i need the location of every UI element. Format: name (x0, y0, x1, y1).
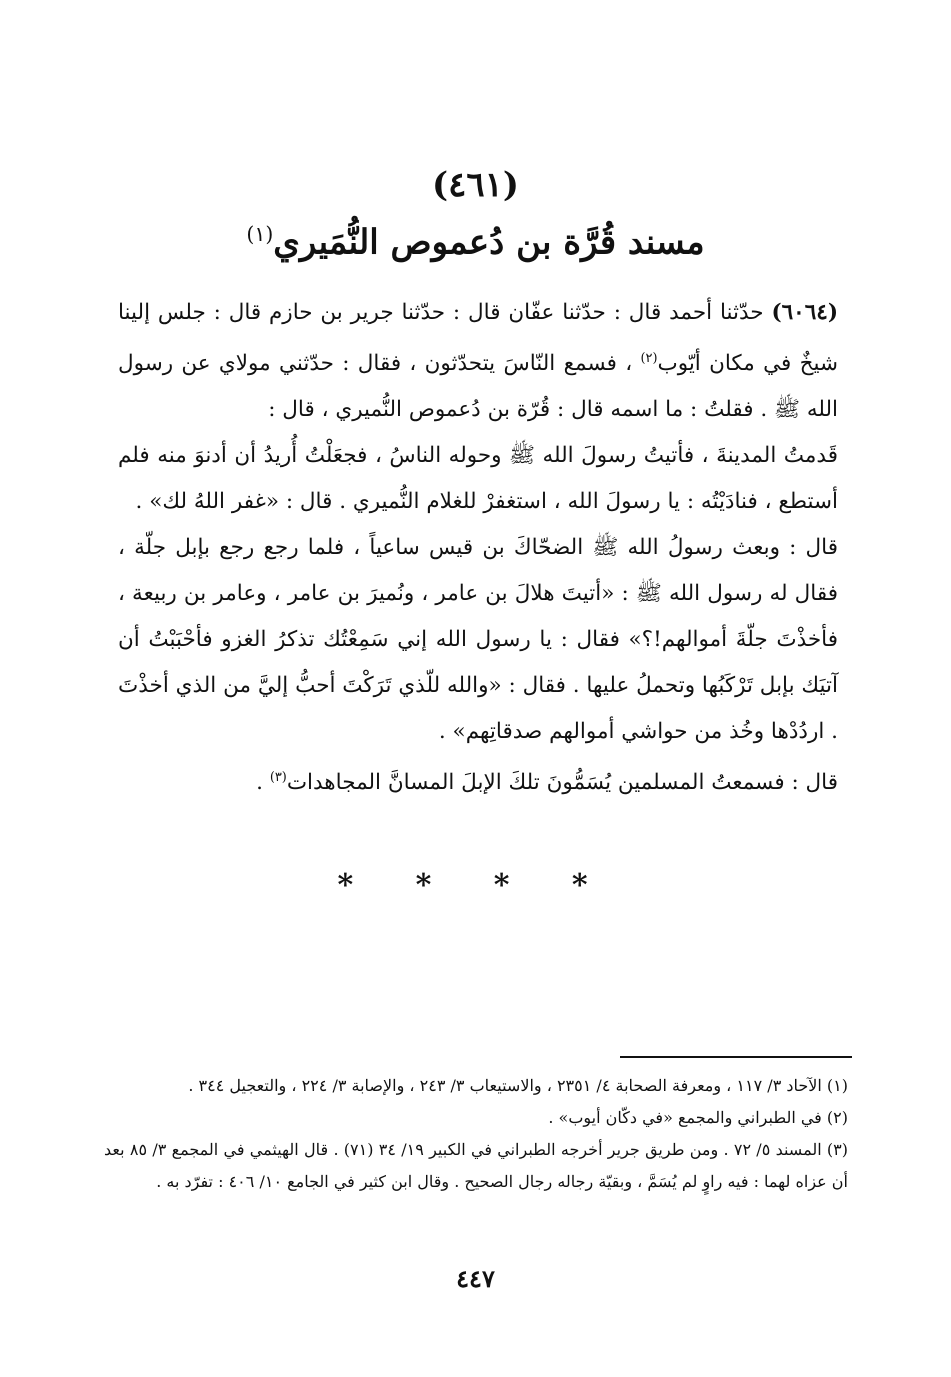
paragraph-2: قَدمتُ المدينةَ ، فأتيتُ رسولَ الله ﷺ وحوله الناسُ ، فجعَلْتُ أُريدُ أن أدنوَ منه فلم أستطع ، فنادَيْتُه : يا رسولَ الله ، استغفرْ للغلام النُّميري . قال : «غفر اللهُ لك» . (118, 443, 838, 515)
footnote-1: (١) الآحاد ٣/ ١١٧ ، ومعرفة الصحابة ٤/ ٢٣٥١ ، والاستيعاب ٣/ ٢٤٣ ، والإصابة ٣/ ٢٢٤ ، والتعجيل ٣٤٤ . (188, 1076, 848, 1095)
paragraph-1-part-a: حدّثنا أحمد قال : حدّثنا عفّان قال : حدّثنا جرير بن حازم قال : جلس إلينا شيخٌ في مكان أيّوب (118, 300, 838, 377)
paragraph-4-part-a: قال : فسمعتُ المسلمين يُسَمُّونَ تلكَ الإبلَ المسانَّ المجاهدات (286, 770, 838, 796)
section-title-text: مسند قُرَّة بن دُعموص النُّمَيري (273, 222, 705, 263)
paragraph-1 (118, 290, 838, 433)
footnote-2: (٢) في الطبراني والمجمع «في دكّان أيوب» . (548, 1108, 848, 1127)
hadith-number: (٦٠٦٤) (771, 300, 839, 325)
footnotes (104, 1070, 848, 1198)
footnote-3: (٣) المسند ٥/ ٧٢ . ومن طريق جرير أخرجه الطبراني في الكبير ١٩/ ٣٤ (٧١) . قال الهيثمي في المجمع ٣/ ٨٥ بعد أن عزاه لهما : فيه راوٍ لم يُسَمَّ ، وبقيّة رجاله رجال الصحيح . وقال ابن كثير في الجامع ١٠/ ٤٠٦ : تفرّد به . (104, 1140, 849, 1191)
paragraph-1-part-b: ، فسمع النّاسَ يتحدّثون ، فقال : حدّثني مولاي عن رسول الله ﷺ . فقلتُ : ما اسمه قال : قُرّة بن دُعموص النُّميري ، قال : (118, 351, 838, 423)
section-number: (٤٦١) (432, 165, 519, 205)
section-title (0, 222, 951, 262)
footnote-divider (620, 1056, 852, 1058)
hadith-text (118, 290, 838, 806)
paragraph-4 (118, 755, 838, 806)
page-number: ٤٤٧ (456, 1264, 495, 1293)
paragraph-3: قال : وبعث رسولُ الله ﷺ الضحّاكَ بن قيس ساعياً ، فلما رجع رجع بإبل جلّة ، فقال له رسول الله ﷺ : «أتيتَ هلالَ بن عامر ، ونُميرَ بن عامر ، وعامر بن ربيعة ، فأخذْتَ جلّةَ أموالهم!؟» فقال : يا رسول الله إني سَمِعْتُك تذكرُ الغزو فأحْبَبْتُ أن آتيَك بإبل تَرْكَبُها وتحملُ عليها . فقال : «والله للّذي تَرَكْتَ أحبُّ إليَّ من الذي أخذْتَ . اردُدْها وخُذ من حواشي أموالهم صدقاتِهم» . (118, 535, 838, 745)
title-footnote-marker: (١) (246, 222, 274, 246)
paragraph-4-part-b: . (256, 770, 270, 796)
footnote-marker-3: (٣) (269, 770, 287, 786)
footnote-marker-2: (٢) (640, 351, 658, 366)
section-separator: * * * * (337, 868, 614, 903)
